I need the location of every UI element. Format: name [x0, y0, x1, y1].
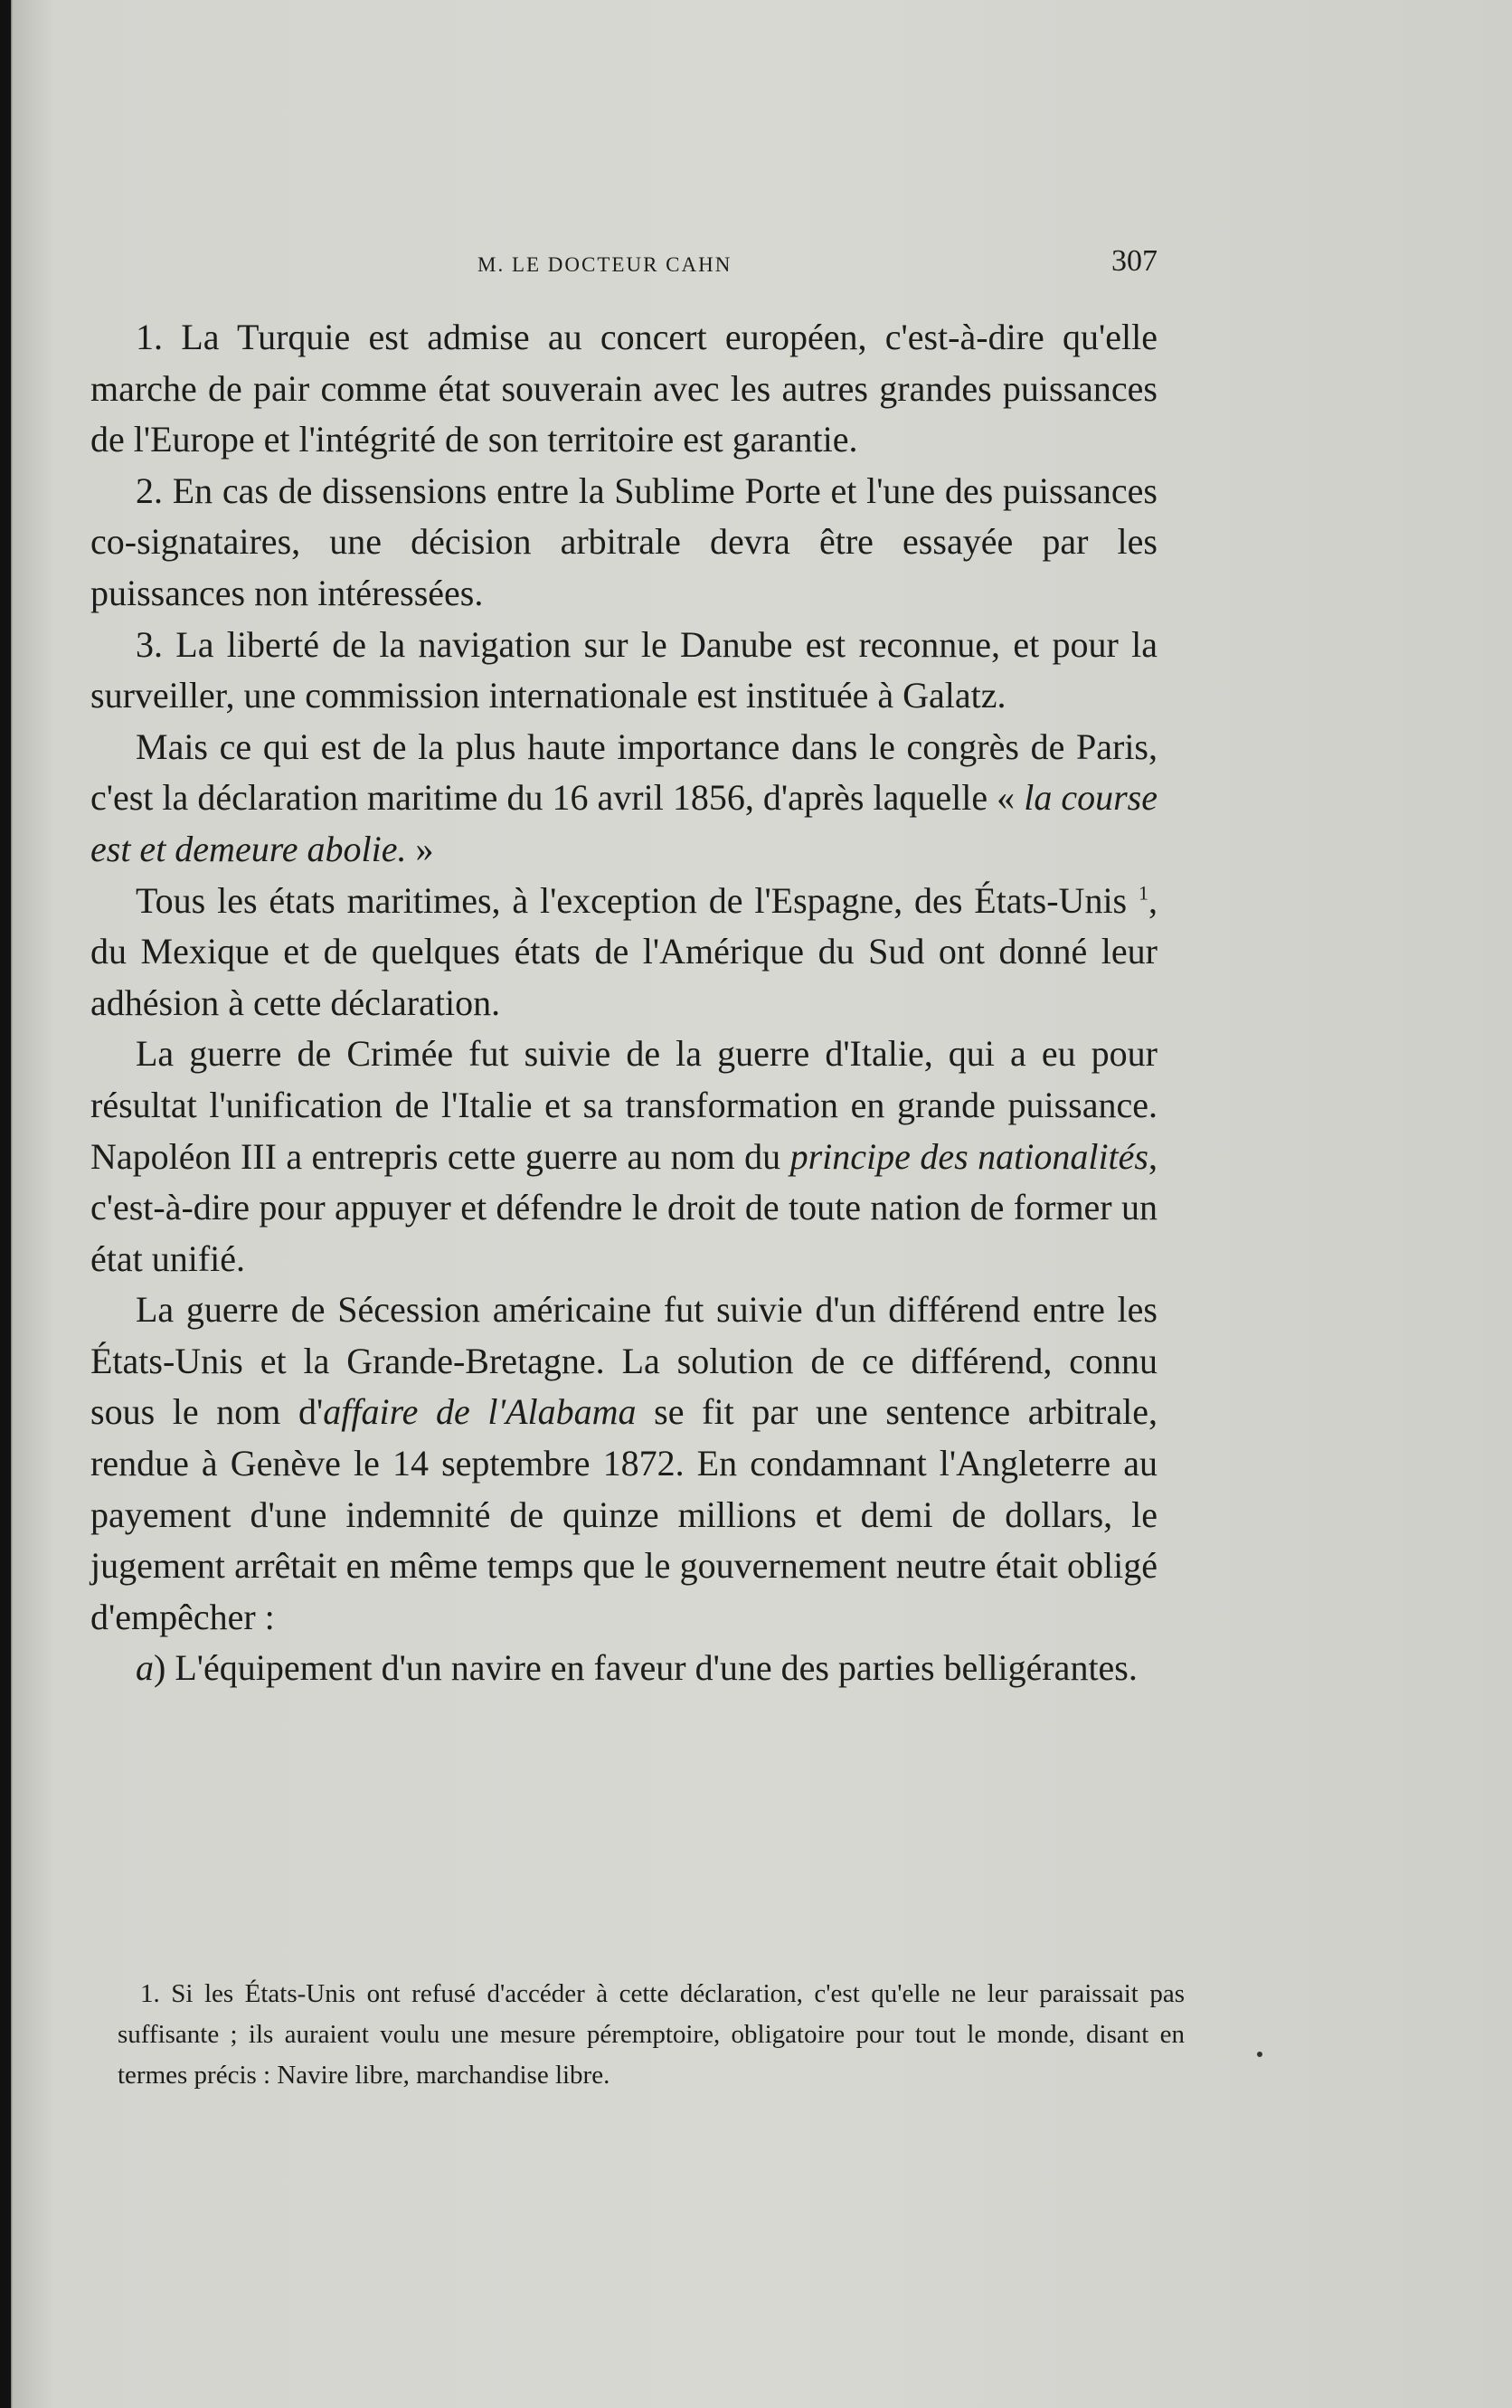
- paragraph-6: [90, 1029, 1158, 1285]
- paragraph-6-italic: principe des nationalités: [789, 1135, 1148, 1177]
- paragraph-7-italic: affaire de l'Alabama: [323, 1391, 637, 1433]
- body-text: [90, 312, 1158, 1694]
- footnote: [118, 1974, 1185, 2096]
- paragraph-2: 2. En cas de dissensions entre la Sublime Porte et l'une des puissances co-signataires, une décision arbitrale devra être essayée par les puissances non intéressées.: [90, 469, 1158, 613]
- paragraph-4: [90, 722, 1158, 876]
- paragraph-6-end: , c'est-à-dire pour appuyer et défendre le droit de toute nation de former un état unifié.: [90, 1135, 1158, 1279]
- paragraph-3: 3. La liberté de la navigation sur le Danube est reconnue, et pour la surveiller, une commission internationale est instituée à Galatz.: [90, 623, 1158, 716]
- paragraph-5-end: , du Mexique et de quelques états de l'Amérique du Sud ont donné leur adhésion à cette déclaration.: [90, 879, 1158, 1023]
- paragraph-8: [90, 1643, 1158, 1694]
- paragraph-8-italic: a: [136, 1647, 154, 1689]
- paragraph-1: 1. La Turquie est admise au concert européen, c'est-à-dire qu'elle marche de pair comme état souverain avec les autres grandes puissances de l'Europe et l'intégrité de son territoire est garantie.: [90, 317, 1158, 460]
- ink-speck: [1257, 2052, 1262, 2057]
- paragraph-6-text: La guerre de Crimée fut suivie de la guerre d'Italie, qui a eu pour résultat l'unification de l'Italie et sa transformation en grande puissance. Napoléon III a entrepris cette guerre au nom du: [90, 1033, 1158, 1177]
- paragraph-7-text: La guerre de Sécession américaine fut suivie d'un différend entre les États-Unis et la Grande-Bretagne. La solution de ce différend, connu sous le nom d': [90, 1289, 1158, 1433]
- page-number: 307: [1111, 244, 1158, 278]
- paragraph-4-end: »: [406, 828, 434, 869]
- footnote-reference: 1: [1139, 881, 1148, 905]
- paragraph-7: [90, 1285, 1158, 1643]
- page-header: [90, 244, 1158, 289]
- page-spine-shadow: [0, 0, 11, 2408]
- paragraph-4-text: Mais ce qui est de la plus haute importance dans le congrès de Paris, c'est la déclaration maritime du 16 avril 1856, d'après laquelle «: [90, 725, 1158, 819]
- paragraph-8-text: ) L'équipement d'un navire en faveur d'une des parties belligérantes.: [154, 1647, 1138, 1689]
- paragraph-5-text: Tous les états maritimes, à l'exception de l'Espagne, des États-Unis: [136, 879, 1139, 921]
- paragraph-7-end: se fit par une sentence arbitrale, rendue à Genève le 14 septembre 1872. En condamnant l'Angleterre au payement d'une indemnité de quinze millions et demi de dollars, le jugement arrêtait en même temps que le gouvernement neutre était obligé d'empêcher :: [90, 1391, 1158, 1637]
- running-head: M. LE DOCTEUR CAHN: [477, 253, 732, 276]
- paragraph-5: [90, 876, 1158, 1029]
- paragraph-4-italic: la course est et demeure abolie.: [90, 777, 1158, 869]
- footnote-text: 1. Si les États-Unis ont refusé d'accéder à cette déclaration, c'est qu'elle ne leur paraissait pas suffisante ; ils auraient voulu une mesure péremptoire, obligatoire pour tout le monde, disant en termes précis : Navire libre, marchandise libre.: [118, 1979, 1185, 2090]
